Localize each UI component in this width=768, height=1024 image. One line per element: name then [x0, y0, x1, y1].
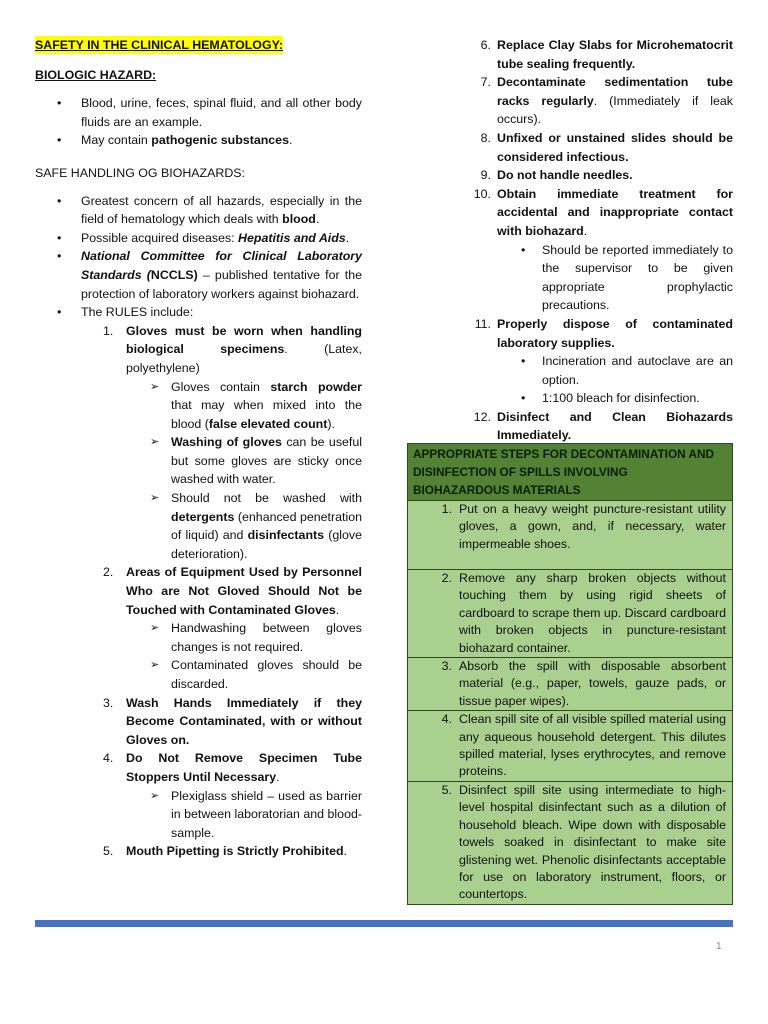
text: . [583, 223, 588, 238]
bold-text: starch powder [270, 379, 362, 394]
table-cell [408, 711, 733, 782]
table-row [408, 658, 733, 711]
rule-title: Decontaminate sedimentation tube racks regularly [497, 75, 733, 108]
rule-title: Areas of Equipment Used by Personnel Who are Not Gloved Should Not be Touched with Contaminated Gloves [126, 565, 362, 617]
sub-list [35, 619, 362, 693]
rule-number: 12. [473, 409, 491, 424]
text: Absorb the spill with disposable absorbent material (e.g., paper, towels, gauze pads, or tissue paper wipes). [459, 659, 726, 708]
rule-item [35, 694, 362, 750]
step-text [408, 658, 732, 710]
table-cell [408, 570, 733, 658]
list-item [35, 247, 362, 303]
text: Remove any sharp broken objects without touching them by using rigid sheets of cardboard to scrape them up. Discard cardboard with broken objects in puncture-resistant biohazard container. [459, 571, 726, 655]
rule-number: 11. [474, 316, 491, 331]
left-column [35, 36, 362, 861]
spill-steps-table [407, 443, 733, 905]
rule-title: Replace Clay Slabs for Microhematocrit tube sealing frequently. [497, 38, 733, 71]
text: Greatest concern of all hazards, especially in the field of hematology which deals with [81, 193, 362, 227]
rule-title: Do Not Remove Specimen Tube Stoppers Until Necessary [126, 751, 362, 784]
step-number: 3. [441, 659, 452, 674]
rules-list [35, 322, 362, 861]
bold-italic-text: National Committee for Clinical Laboratory Standards ( [81, 249, 362, 282]
footer-rule [35, 920, 733, 927]
list-item: • Blood, urine, feces, spinal fluid, and all other body fluids are an example. [35, 94, 362, 131]
text: . (Latex, polyethylene) [126, 342, 362, 375]
table-row [408, 711, 733, 782]
text: (glove deterioration). [171, 528, 362, 561]
sub-list [471, 352, 733, 408]
bold-text: NCCLS) [150, 267, 198, 282]
list-item [35, 229, 362, 248]
text: . [343, 844, 347, 859]
text: – published tentative for the protection of laboratory workers against biohazard. [81, 267, 362, 301]
bold-text: disinfectants [247, 528, 325, 543]
rule-item [471, 408, 733, 445]
biologic-hazard-heading: BIOLOGIC HAZARD: [35, 67, 157, 82]
sub-item: ➢ Plexiglass shield – used as barrier in between laboratorian and blood-sample. [126, 787, 362, 843]
document-title: SAFETY IN THE CLINICAL HEMATOLOGY: [35, 38, 284, 52]
text: . [335, 602, 340, 617]
text: . (Immediately if leak occurs). [497, 93, 734, 127]
bold-text: blood [282, 212, 316, 227]
rule-item [35, 322, 362, 564]
biologic-hazard-list [35, 94, 362, 150]
sub-item [126, 433, 362, 489]
sub-item: • Incineration and autoclave are an option. [497, 352, 733, 389]
step-text [408, 711, 732, 781]
rule-item [471, 185, 733, 315]
rule-number: 10. [473, 186, 491, 201]
step-text [408, 501, 732, 553]
sub-list [471, 241, 733, 315]
table-cell [408, 781, 733, 904]
sub-item: • 1:100 bleach for disinfection. [497, 389, 733, 408]
rule-title: Gloves must be worn when handling biological specimens [126, 323, 362, 357]
step-text [408, 570, 732, 657]
rule-number: 1. [103, 323, 114, 338]
page-number: 1 [716, 941, 722, 952]
rule-item [471, 315, 733, 408]
text: Clean spill site of all visible spilled material using any aqueous household detergent. This dilutes spilled material, lyses erythrocytes, and remove proteins. [459, 712, 726, 779]
text: ). [327, 416, 335, 431]
text: The RULES include: [81, 305, 194, 320]
right-column [471, 36, 733, 445]
rule-item [35, 842, 362, 861]
list-item [35, 192, 362, 229]
rule-item [471, 166, 733, 185]
step-number: 2. [441, 571, 452, 585]
sub-item: • Should be reported immediately to the supervisor to be given appropriate prophylactic precautions. [497, 241, 733, 315]
text: Gloves contain [171, 379, 271, 394]
text: Should not be washed with [171, 491, 362, 506]
table-row [408, 570, 733, 658]
text: Disinfect spill site using intermediate to high-level hospital disinfectant such as a dilution of household bleach. Wipe down with disposable towels soaked in disinfectant to make site glistening wet. Phenolic disinfectants acceptable for use on laboratory instrument, floors, or countertops. [459, 782, 726, 902]
table-header: APPROPRIATE STEPS FOR DECONTAMINATION AND DISINFECTION OF SPILLS INVOLVING BIOHAZARDOUS MATERIALS [408, 444, 733, 501]
text: . [288, 133, 293, 148]
rule-item [35, 749, 362, 842]
rule-title: Properly dispose of contaminated laboratory supplies. [497, 316, 733, 350]
rule-item [471, 36, 733, 73]
list-item [35, 131, 362, 150]
safe-handling-list [35, 192, 362, 861]
rule-number: 2. [103, 565, 114, 580]
step-number: 1. [441, 502, 452, 516]
text: May contain [81, 133, 152, 148]
table-cell [408, 501, 733, 570]
rule-item [35, 563, 362, 693]
text: can be useful but some gloves are sticky once washed with water. [171, 435, 362, 487]
text: that may when mixed into the blood ( [171, 398, 362, 431]
rule-title: Do not handle needles. [497, 168, 633, 183]
bold-text: detergents [171, 509, 235, 524]
text: . [345, 230, 350, 245]
bold-text: false elevated count [208, 416, 328, 431]
bold-italic-text: Hepatitis and Aids [238, 230, 346, 245]
text: . [315, 212, 320, 227]
rule-title: Disinfect and Clean Biohazards Immediately. [497, 409, 733, 443]
step-number: 5. [441, 782, 452, 797]
rule-number: 8. [480, 130, 491, 145]
text: . [276, 769, 280, 784]
rules-list-continued [471, 36, 733, 445]
rule-title: Unfixed or unstained slides should be considered infectious. [497, 130, 733, 164]
rule-title: Mouth Pipetting is Strictly Prohibited [126, 844, 344, 859]
sub-item: ➢ Contaminated gloves should be discarded. [126, 656, 362, 693]
table-header-row [408, 444, 733, 501]
sub-item [126, 489, 362, 563]
rule-item [471, 73, 733, 129]
bold-text: pathogenic substances [151, 133, 289, 148]
rule-number: 7. [480, 75, 491, 90]
rule-number: 3. [103, 695, 114, 710]
table-row [408, 501, 733, 570]
list-item [35, 303, 362, 861]
table-row [408, 781, 733, 904]
rule-title: Obtain immediate treatment for accidental and inappropriate contact with biohazard [497, 186, 733, 238]
table-cell [408, 658, 733, 711]
bold-text: Washing of gloves [171, 435, 282, 450]
sub-list [35, 787, 362, 843]
rule-number: 5. [103, 844, 114, 859]
step-text [408, 782, 732, 904]
rule-number: 9. [480, 168, 491, 183]
sub-item [126, 378, 362, 434]
rule-number: 4. [103, 751, 114, 766]
sub-item: ➢ Handwashing between gloves changes is not required. [126, 619, 362, 656]
text: Possible acquired diseases: [81, 230, 239, 245]
text: (enhanced penetration of liquid) and [171, 509, 362, 543]
sub-list [35, 378, 362, 564]
rule-item [471, 129, 733, 166]
rule-number: 6. [480, 38, 491, 52]
rule-title: Wash Hands Immediately if they Become Contaminated, with or without Gloves on. [126, 695, 362, 747]
safe-handling-heading: SAFE HANDLING OG BIOHAZARDS: [35, 165, 245, 180]
text: Put on a heavy weight puncture-resistant utility gloves, a gown, and, if necessary, water impermeable shoes. [459, 502, 726, 551]
step-number: 4. [441, 712, 452, 727]
